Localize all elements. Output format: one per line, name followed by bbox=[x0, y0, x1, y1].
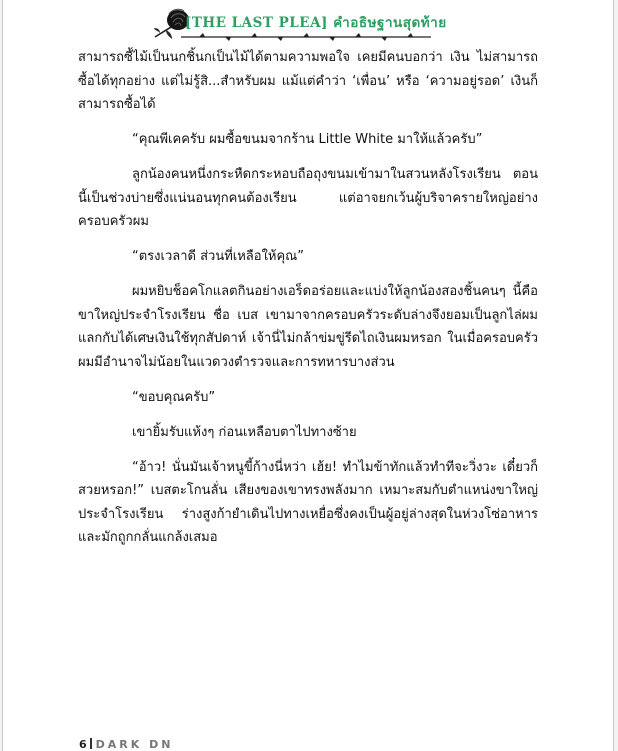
body-text bbox=[78, 46, 538, 550]
paragraph: ลูกน้องคนหนึ่งกระหืดกระหอบถือถุงขนมเข้ามาในสวนหลังโรงเรียน ตอนนี้เป็นช่วงบ่ายซึ่งแน่นอนทุกคนต้องเรียน แต่อาจยกเว้นผู้บริจาครายใหญ่อย่างครอบครัวผม bbox=[78, 167, 538, 229]
paragraph: “ขอบคุณครับ” bbox=[132, 389, 216, 405]
thorn-vine-icon bbox=[181, 33, 431, 41]
paragraph: “อ้าว! นั่นมันเจ้าหนูขี้ก้างนี่หว่า เฮ้ย! ทำไมข้าทักแล้วทำทีจะวิ่งวะ เดี๋ยวก็สวยหรอก!” เบสตะโกนลั่น เสียงของเขาทรงพลังมาก เหมาะสมกับตำแหน่งขาใหญ่ประจำโรงเรียน ร่างสูงก้ายำเดินไปทางเหยื่อซึ่งคงเป็นผู้อยู่ล่างสุดในห่วงโซ่อาหารและมักถูกกลั่นแกล้งเสมอ bbox=[78, 459, 538, 545]
paragraph: สามารถซื้ไม้เป็นนกชิ้นกเป็นไม้ได้ตามความพอใจ เคยมีคนบอกว่า เงิน ไม่สามารถซื้อได้ทุกอย่าง แต่ไม่รู้สิ...สำหรับผม แม้แต่คำว่า ‘เพื่อน’ หรือ ‘ความอยู่รอด’ เงินก็สามารถซื้อได้ bbox=[78, 50, 538, 112]
paragraph: เขายิ้มรับแห้งๆ ก่อนเหลือบตาไปทางซ้าย bbox=[132, 424, 357, 440]
page-number: 6 bbox=[79, 738, 87, 751]
footer-brand: DARK DN bbox=[95, 738, 174, 751]
header-title: [THE LAST PLEA] คำอธิษฐานสุดท้าย bbox=[185, 15, 447, 31]
footer-divider bbox=[90, 738, 92, 749]
paragraph: ผมหยิบช็อคโกแลตกินอย่างเอร็ดอร่อยและแบ่งให้ลูกน้องสองชิ้นคนๆ นี้คือขาใหญ่ประจำโรงเรียน ชื่อ เบส เขามาจากครอบครัวระดับล่างจึงยอมเป็นลูกไล่ผมแลกกับได้เศษเงินใช้ทุกสัปดาห์ เจ้านี่ไม่กล้าข่มขู่รีดไถเงินผมหรอก ในเมื่อครอบครัวผมมีอำนาจไม่น้อยในแวดวงตำรวจและการทหารบางส่วน bbox=[78, 284, 538, 370]
page-footer bbox=[79, 738, 173, 751]
page-header bbox=[151, 6, 447, 42]
paragraph: “ตรงเวลาดี ส่วนที่เหลือให้คุณ” bbox=[132, 249, 304, 264]
paragraph: “คุณพีเคครับ ผมซื้อขนมจากร้าน Little White มาให้แล้วครับ” bbox=[132, 132, 483, 147]
document-page bbox=[2, 0, 614, 751]
